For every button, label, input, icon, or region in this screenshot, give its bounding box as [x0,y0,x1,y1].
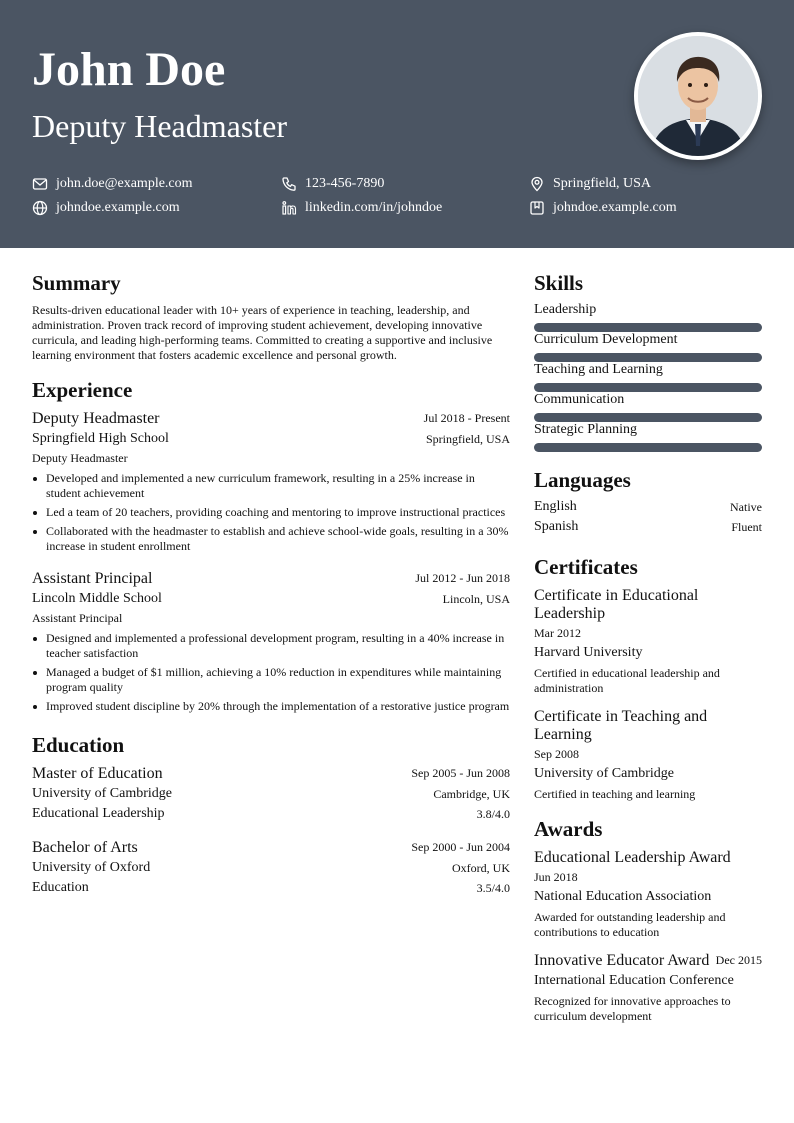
skill-bar [534,353,762,362]
skill-bar [534,443,762,452]
skill-bar [534,323,762,332]
job-dates: Jul 2012 - Jun 2018 [415,571,510,585]
certificate-issuer: University of Cambridge [534,766,674,781]
education-school: University of Oxford [32,860,151,875]
education-location: Oxford, UK [452,861,510,875]
candidate-name: John Doe [32,43,226,96]
skill-bar [534,413,762,422]
contact-linkedin-text: linkedin.com/in/johndoe [305,200,443,215]
skill-name: Curriculum Development [534,332,678,347]
award-date: Jun 2018 [534,870,578,884]
job-bullet: Led a team of 20 teachers, providing coaching and mentoring to improve instructional practices [32,505,510,520]
job-position: Assistant Principal [32,570,153,587]
phone-icon [281,176,297,192]
skill-bar [534,383,762,392]
linkedin-icon [281,200,297,216]
skill-name: Leadership [534,302,597,317]
skill-name: Strategic Planning [534,422,638,437]
languages-heading: Languages [534,468,631,492]
award-title: Innovative Educator Award [534,952,710,969]
job-company: Springfield High School [32,431,169,446]
job-bullet: Improved student discipline by 20% through the implementation of a restorative justice program [32,699,510,714]
language-level: Fluent [731,520,762,534]
contact-portfolio-text: johndoe.example.com [553,200,677,215]
certificate-title: Certificate in Teaching and Learning [534,708,708,743]
contact-phone[interactable] [281,175,384,193]
job-position: Deputy Headmaster [32,410,160,427]
education-gpa: 3.5/4.0 [476,881,510,895]
education-degree: Bachelor of Arts [32,839,138,856]
mail-icon [32,176,48,192]
skills-heading: Skills [534,271,584,295]
award-title: Educational Leadership Award [534,849,731,866]
education-location: Cambridge, UK [433,787,510,801]
experience-heading: Experience [32,378,133,402]
award-issuer: International Education Conference [534,973,734,988]
summary-heading: Summary [32,271,121,295]
job-location: Lincoln, USA [442,592,510,606]
education-field: Education [32,880,89,895]
job-bullet: Developed and implemented a new curriculum framework, resulting in a 25% increase in student achievement [32,471,510,501]
contact-phone-text: 123-456-7890 [305,176,385,191]
contact-location [529,175,651,193]
awards-heading: Awards [534,817,603,841]
job-bullet: Designed and implemented a professional development program, resulting in a 40% increase in teacher satisfaction [32,631,510,661]
location-icon [529,176,545,192]
job-company: Lincoln Middle School [32,591,162,606]
award-description: Recognized for innovative approaches to curriculum development [534,994,731,1023]
job-subtitle: Assistant Principal [32,611,123,625]
profile-photo-illustration [638,36,758,156]
education-field: Educational Leadership [32,806,165,821]
education-degree: Master of Education [32,765,163,782]
globe-icon [32,200,48,216]
certificate-description: Certified in teaching and learning [534,787,696,801]
education-dates: Sep 2000 - Jun 2004 [411,840,510,854]
contact-website[interactable] [32,199,180,217]
certificate-date: Sep 2008 [534,747,579,761]
certificate-date: Mar 2012 [534,626,581,640]
contact-location-text: Springfield, USA [553,176,651,191]
certificate-issuer: Harvard University [534,645,643,660]
profile-photo [634,32,762,160]
contact-email-text: john.doe@example.com [56,176,193,191]
language-name: Spanish [534,519,579,534]
summary-text: Results-driven educational leader with 10+ years of experience in teaching, leadership, and administration. Proven track record of improving student achievement, developing innovative curricula, and leading high-performing teams. Committed to creating a supportive and inclusive learning environment that fosters academic excellence and personal growth. [32,303,493,362]
job-dates: Jul 2018 - Present [423,411,510,425]
skill-name: Communication [534,392,625,407]
bookmark-icon [529,200,545,216]
education-school: University of Cambridge [32,786,172,801]
contact-linkedin[interactable] [281,199,442,217]
certificate-description: Certified in educational leadership and administration [534,666,720,695]
award-date: Dec 2015 [715,953,762,967]
certificate-title: Certificate in Educational Leadership [534,587,699,622]
candidate-title: Deputy Headmaster [32,108,288,144]
skill-name: Teaching and Learning [534,362,663,377]
language-level: Native [730,500,762,514]
award-issuer: National Education Association [534,889,712,904]
education-heading: Education [32,733,125,757]
job-bullet: Managed a budget of $1 million, achieving a 10% reduction in expenditures while maintaining program quality [32,665,510,695]
job-location: Springfield, USA [426,432,510,446]
job-bullet: Collaborated with the headmaster to establish and achieve school-wide goals, resulting in a 30% increase in student enrollment [32,524,510,554]
contact-email[interactable] [32,175,193,193]
certificates-heading: Certificates [534,555,638,579]
contact-website-text: johndoe.example.com [56,200,180,215]
education-gpa: 3.8/4.0 [476,807,510,821]
job-subtitle: Deputy Headmaster [32,451,128,465]
education-dates: Sep 2005 - Jun 2008 [411,766,510,780]
award-description: Awarded for outstanding leadership and contributions to education [534,910,726,939]
contact-portfolio[interactable] [529,199,677,217]
resume-header [0,0,794,248]
language-name: English [534,499,577,514]
